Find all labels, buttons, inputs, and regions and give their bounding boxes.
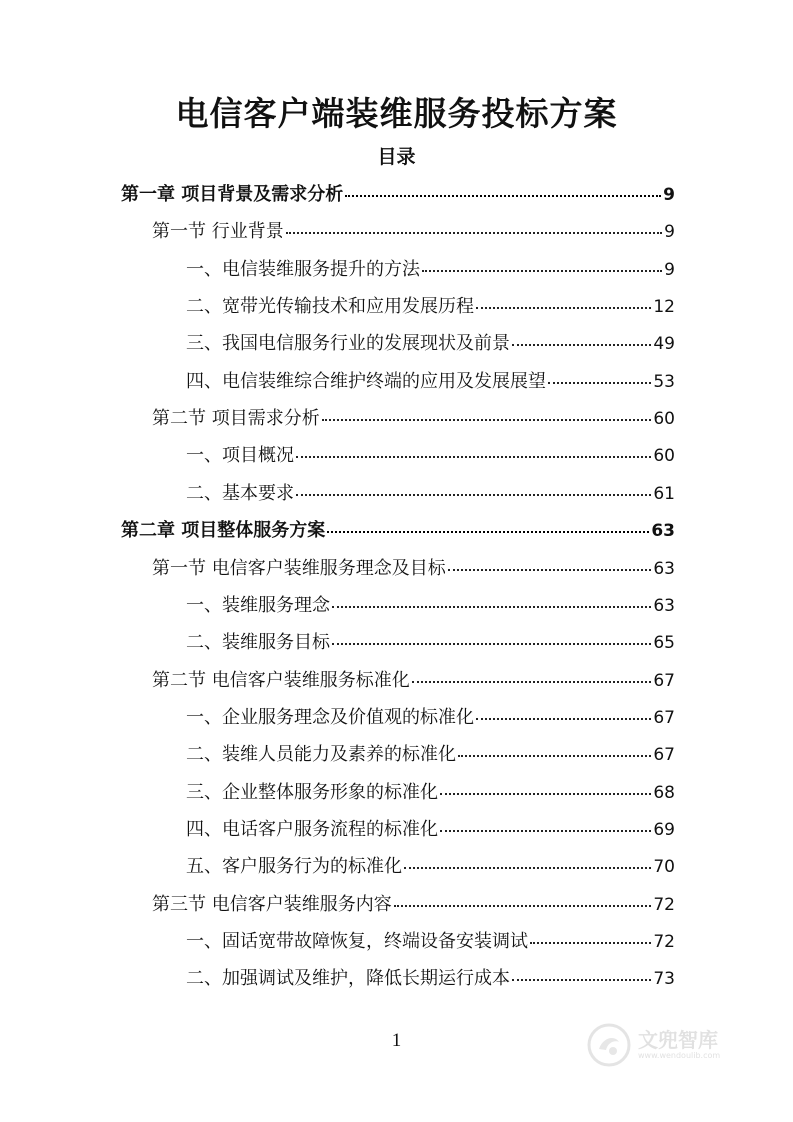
document-title: 电信客户端装维服务投标方案 [175, 94, 618, 133]
toc-section-entry[interactable] [152, 667, 675, 695]
toc-entry-label: 一、电信装维服务提升的方法 [186, 259, 420, 280]
toc-item-entry[interactable] [186, 293, 675, 321]
watermark-name: 文兜智库 [638, 1028, 718, 1052]
toc-entry-page: 53 [653, 372, 675, 392]
toc-item-entry[interactable] [186, 480, 675, 508]
toc-entry-label: 第一章 项目背景及需求分析 [121, 184, 344, 205]
toc-entry-label: 三、我国电信服务行业的发展现状及前景 [186, 333, 510, 354]
toc-entry-page: 60 [653, 409, 675, 429]
toc-leader-dots [548, 382, 651, 384]
toc-section-entry[interactable] [152, 891, 675, 919]
toc-entry-label: 二、装维服务目标 [186, 632, 330, 653]
toc-leader-dots [476, 307, 651, 309]
toc-entry-page: 69 [653, 820, 675, 840]
toc-item-entry[interactable] [186, 741, 675, 769]
toc-leader-dots [394, 905, 652, 907]
toc-entry-page: 9 [663, 185, 675, 205]
toc-entry-label: 第二节 项目需求分析 [152, 408, 320, 429]
toc-entry-label: 一、项目概况 [186, 445, 294, 466]
toc-entry-label: 二、基本要求 [186, 483, 294, 504]
toc-item-entry[interactable] [186, 330, 675, 358]
toc-entry-page: 67 [653, 745, 675, 765]
toc-entry-page: 9 [664, 222, 675, 242]
toc-leader-dots [422, 270, 662, 272]
toc-leader-dots [327, 531, 649, 533]
toc-entry-page: 60 [653, 446, 675, 466]
toc-leader-dots [476, 718, 651, 720]
toc-item-entry[interactable] [186, 816, 675, 844]
toc-section-entry[interactable] [152, 405, 675, 433]
toc-entry-label: 二、装维人员能力及素养的标准化 [186, 744, 456, 765]
toc-entry-label: 二、加强调试及维护，降低长期运行成本 [186, 968, 510, 989]
toc-entry-page: 65 [653, 633, 675, 653]
toc-chapter-entry[interactable] [121, 181, 675, 209]
toc-leader-dots [440, 793, 651, 795]
toc-section-entry[interactable] [152, 218, 675, 246]
toc-entry-label: 四、电信装维综合维护终端的应用及发展展望 [186, 371, 546, 392]
toc-leader-dots [345, 195, 661, 197]
toc-entry-page: 49 [653, 334, 675, 354]
toc-entry-label: 四、电话客户服务流程的标准化 [186, 819, 438, 840]
toc-entry-page: 67 [653, 708, 675, 728]
toc-heading: 目录 [377, 146, 416, 168]
toc-entry-page: 73 [653, 969, 675, 989]
toc-item-entry[interactable] [186, 256, 675, 284]
toc-entry-label: 第二章 项目整体服务方案 [121, 520, 326, 541]
toc-entry-label: 第三节 电信客户装维服务内容 [152, 894, 392, 915]
toc-entry-label: 一、固话宽带故障恢复，终端设备安装调试 [186, 931, 528, 952]
toc-entry-label: 一、企业服务理念及价值观的标准化 [186, 707, 474, 728]
toc-leader-dots [530, 942, 651, 944]
watermark-url: www.wendoulib.com [638, 1051, 721, 1060]
toc-item-entry[interactable] [186, 592, 675, 620]
toc-entry-page: 72 [653, 932, 675, 952]
toc-leader-dots [296, 494, 651, 496]
toc-leader-dots [448, 569, 652, 571]
toc-entry-page: 67 [653, 671, 675, 691]
toc-item-entry[interactable] [186, 965, 675, 993]
toc-leader-dots [322, 419, 652, 421]
toc-entry-label: 一、装维服务理念 [186, 595, 330, 616]
toc-chapter-entry[interactable] [121, 517, 675, 545]
watermark [586, 1020, 756, 1070]
toc-entry-label: 二、宽带光传输技术和应用发展历程 [186, 296, 474, 317]
toc-item-entry[interactable] [186, 629, 675, 657]
toc-entry-page: 12 [653, 297, 675, 317]
toc-leader-dots [512, 979, 651, 981]
toc-entry-label: 第二节 电信客户装维服务标准化 [152, 670, 410, 691]
toc-item-entry[interactable] [186, 704, 675, 732]
toc-leader-dots [512, 344, 651, 346]
toc-entry-page: 61 [653, 484, 675, 504]
toc-section-entry[interactable] [152, 555, 675, 583]
toc-item-entry[interactable] [186, 368, 675, 396]
toc-entry-label: 第一节 电信客户装维服务理念及目标 [152, 558, 446, 579]
toc-entry-page: 72 [653, 895, 675, 915]
wendou-logo-icon [586, 1022, 632, 1068]
toc-entry-label: 第一节 行业背景 [152, 221, 284, 242]
toc-entry-page: 68 [653, 783, 675, 803]
toc-entry-page: 63 [653, 559, 675, 579]
toc-item-entry[interactable] [186, 779, 675, 807]
toc-entry-label: 五、客户服务行为的标准化 [186, 856, 402, 877]
toc-item-entry[interactable] [186, 442, 675, 470]
toc-leader-dots [296, 456, 651, 458]
toc-leader-dots [440, 830, 651, 832]
toc-entry-page: 70 [653, 857, 675, 877]
toc-entry-page: 63 [653, 596, 675, 616]
toc-item-entry[interactable] [186, 853, 675, 881]
toc-leader-dots [332, 606, 651, 608]
toc-entry-label: 三、企业整体服务形象的标准化 [186, 782, 438, 803]
toc-leader-dots [412, 681, 652, 683]
toc-entry-page: 9 [664, 260, 675, 280]
toc-entry-page: 63 [651, 521, 675, 541]
toc-item-entry[interactable] [186, 928, 675, 956]
toc-leader-dots [404, 867, 651, 869]
page-number: 1 [391, 1030, 402, 1051]
toc-leader-dots [332, 643, 651, 645]
toc-leader-dots [286, 232, 662, 234]
toc-leader-dots [458, 755, 651, 757]
